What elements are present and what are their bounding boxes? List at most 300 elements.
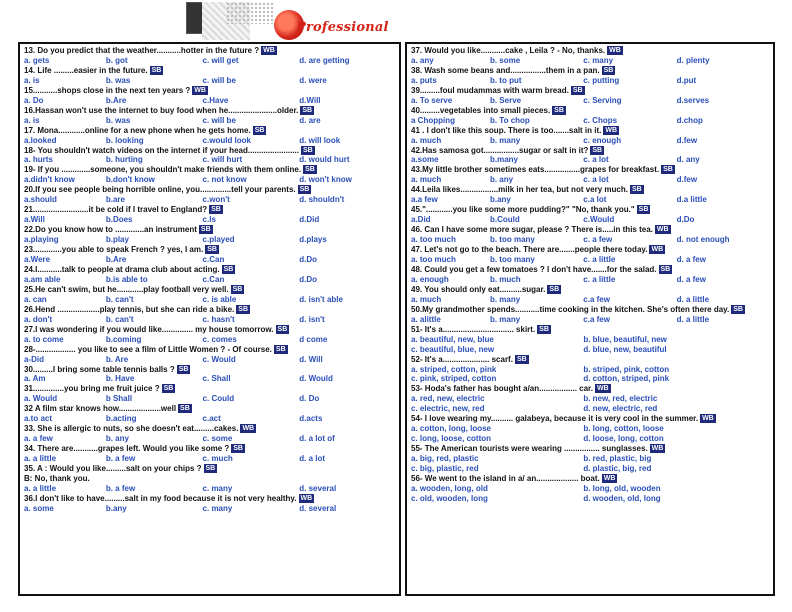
answer-option[interactable]: c. many [202, 503, 233, 513]
answer-options [24, 434, 396, 444]
answer-option[interactable]: c. a little [583, 255, 616, 265]
answer-option[interactable]: d.few [676, 175, 698, 185]
question-stem: 46. Can I have some more sugar, please ? There is.....in this tea. [411, 225, 653, 235]
answer-option[interactable]: a.a few [411, 195, 438, 205]
answer-option[interactable]: d. not enough [676, 235, 730, 245]
answer-option[interactable]: b. too many [489, 255, 535, 265]
answer-option[interactable]: a. a few [24, 434, 53, 444]
question-text [411, 245, 770, 255]
answer-option[interactable]: a. Am [24, 374, 46, 384]
answer-option[interactable]: c. many [202, 483, 233, 493]
answer-option[interactable]: c. will be [202, 115, 236, 125]
answer-option[interactable]: a. alittle [411, 314, 441, 324]
question-stem: 30.........I bring some table tennis balls ? [24, 364, 175, 374]
question-text [24, 106, 396, 116]
question-stem: 56- We went to the island in a/ an................... boat. [411, 473, 600, 483]
answer-option[interactable]: b. a few [105, 483, 136, 493]
answer-option[interactable]: b.is able to [105, 274, 148, 284]
answer-options [24, 116, 396, 126]
question-text [24, 325, 396, 335]
answer-option[interactable]: d. wooden, old, long [583, 493, 661, 503]
question-stem: 15...........shops close in the next ten years ? [24, 85, 191, 95]
question-text [24, 185, 396, 195]
answer-options [24, 56, 396, 66]
answer-options [411, 76, 770, 86]
answer-option[interactable]: b. too many [489, 235, 535, 245]
answer-option[interactable]: c. many [583, 55, 614, 65]
answer-option[interactable]: d.put [676, 75, 697, 85]
question-text [411, 305, 770, 315]
answer-option[interactable]: a. too much [411, 255, 456, 265]
source-badge: SB [200, 226, 211, 234]
answer-option[interactable]: a. big, red, plastic [411, 454, 479, 464]
answer-option[interactable]: c.played [202, 235, 235, 245]
question-text [24, 46, 396, 56]
answer-option[interactable]: d.Will [299, 95, 321, 105]
answer-option[interactable]: b. striped, pink, cotton [583, 364, 670, 374]
answer-option[interactable]: a.Were [24, 255, 51, 265]
source-badge: WB [596, 385, 609, 393]
right-question-column [405, 42, 775, 596]
answer-option[interactable]: b.any [489, 195, 511, 205]
answer-option[interactable]: a.looked [24, 135, 57, 145]
question-stem: 21.........................it be cold if I travel to England? [24, 205, 208, 215]
answer-option[interactable]: a. a little [24, 483, 57, 493]
answer-options [411, 215, 770, 225]
answer-option[interactable]: b. Serve [489, 95, 522, 105]
question-text [411, 165, 770, 175]
question-stem: 25.He can't swim, but he............play football very well. [24, 284, 229, 294]
question-text [24, 404, 396, 414]
answer-option[interactable]: a. much [411, 135, 442, 145]
answer-option[interactable]: c.won't [202, 195, 230, 205]
answer-option[interactable]: c. will be [202, 75, 236, 85]
answer-option[interactable]: d. Would [299, 374, 333, 384]
answer-option[interactable]: c. pink, striped, cotton [411, 374, 497, 384]
source-badge: SB [178, 365, 189, 373]
answer-option[interactable]: a. To serve [411, 95, 453, 105]
answer-option[interactable]: a. beautiful, new, blue [411, 334, 494, 344]
answer-option[interactable]: d. a few [676, 274, 706, 284]
source-badge: SB [254, 126, 265, 134]
answer-option[interactable]: c. a lot [583, 155, 609, 165]
question-text [24, 494, 396, 504]
source-badge: SB [603, 66, 614, 74]
answer-option[interactable]: a. too much [411, 235, 456, 245]
source-badge: SB [205, 465, 216, 473]
answer-option[interactable]: d.Do [299, 274, 318, 284]
source-badge: SB [232, 285, 243, 293]
answer-option[interactable]: c.act [202, 414, 221, 424]
answer-option[interactable]: a Chopping [411, 115, 455, 125]
answer-option[interactable]: c. some [202, 434, 233, 444]
answer-option[interactable]: d.Do [676, 215, 695, 225]
question-stem: 38. Wash some beans and................them in a pan. [411, 65, 600, 75]
question-text [24, 424, 396, 434]
answer-option[interactable]: d. would hurt [299, 155, 350, 165]
answer-option[interactable]: d. a little [676, 294, 710, 304]
answer-option[interactable]: b. Have [105, 374, 135, 384]
question-stem: 41 . I don't like this soup. There is too.......salt in it. [411, 125, 602, 135]
answer-options [24, 136, 396, 146]
answer-option[interactable]: a.am able [24, 274, 61, 284]
answer-option[interactable]: a.Did [411, 215, 431, 225]
question-text [411, 106, 770, 116]
question-text [411, 265, 770, 275]
answer-option[interactable]: a.some [411, 155, 439, 165]
answer-option[interactable]: d. any [676, 155, 700, 165]
left-question-column [18, 42, 401, 596]
source-badge: WB [194, 86, 206, 94]
answer-option[interactable]: b. many [489, 294, 521, 304]
answer-option[interactable]: d come [299, 334, 328, 344]
answer-option[interactable]: c. Could [202, 394, 235, 404]
answer-option[interactable]: b.acting [105, 414, 137, 424]
answer-option[interactable]: d. Do [299, 394, 320, 404]
question-stem: 16.Hassan won't use the internet to buy food when he......................older. [24, 105, 299, 115]
answer-option[interactable]: a. gets [24, 55, 50, 65]
answer-options [24, 76, 396, 86]
source-badge: SB [302, 106, 313, 114]
answer-option[interactable]: c.a lot [583, 195, 607, 205]
answer-option[interactable]: d. isn't able [299, 294, 343, 304]
answer-option[interactable]: c. Chops [583, 115, 618, 125]
answer-option[interactable]: a. Do [24, 95, 44, 105]
answer-option[interactable]: a.playing [24, 235, 59, 245]
answer-option[interactable]: b. was [105, 75, 131, 85]
answer-option[interactable]: a. much [411, 175, 442, 185]
question-text [411, 146, 770, 156]
answer-option[interactable]: d. were [299, 75, 327, 85]
answer-option[interactable]: b. long, cotton, loose [583, 424, 664, 434]
question-stem: 37. Would you like...........cake , Leila ? - No, thanks. [411, 46, 606, 55]
answer-option[interactable]: b. many [489, 314, 521, 324]
answer-option[interactable]: d.Do [299, 255, 318, 265]
source-badge: SB [233, 445, 243, 453]
answer-option[interactable]: b. any [489, 175, 514, 185]
answer-option[interactable]: a-Did [24, 354, 44, 364]
answer-option[interactable]: c.would look [202, 135, 251, 145]
answer-option[interactable]: c. comes [202, 334, 237, 344]
question-stem: 54- I love wearing my.......... galabeya, because it is very cool in the summer. [411, 414, 699, 424]
answer-option[interactable]: a. is [24, 115, 40, 125]
answer-option[interactable]: d. blue, new, beautiful [583, 344, 667, 354]
answer-options [24, 96, 396, 106]
answer-option[interactable]: c.Can [202, 274, 225, 284]
answer-option[interactable]: b. any [105, 434, 129, 444]
answer-options [24, 155, 396, 165]
answer-option[interactable]: a. can [24, 294, 47, 304]
answer-option[interactable]: b. new, red, electric [583, 394, 658, 404]
answer-options [411, 255, 770, 265]
source-badge: SB [211, 206, 221, 214]
answer-option[interactable]: a. some [24, 503, 54, 513]
answer-option[interactable]: a. Would [24, 394, 58, 404]
answer-option[interactable]: b.many [489, 155, 518, 165]
answer-option[interactable]: d. new, electric, red [583, 404, 658, 414]
question-text [24, 305, 396, 315]
answer-option[interactable]: d.few [676, 135, 698, 145]
answer-option[interactable]: a. cotton, long, loose [411, 424, 491, 434]
answer-option[interactable]: c.a few [583, 314, 610, 324]
answer-option[interactable]: b. a few [105, 454, 136, 464]
answer-options [24, 175, 396, 185]
answer-option[interactable]: c.a few [583, 294, 610, 304]
question-stem: 19- If you .............someone, you shouldn't make friends with them online. [24, 165, 302, 175]
answer-option[interactable]: b. many [489, 135, 521, 145]
source-badge: SB [163, 385, 174, 393]
answer-option[interactable]: b. hurting [105, 155, 143, 165]
answer-option[interactable]: a.Will [24, 215, 45, 225]
question-text [411, 66, 770, 76]
answer-option[interactable]: c. hasn't [202, 314, 235, 324]
answer-option[interactable]: d. plastic, big, red [583, 464, 652, 474]
answer-options [411, 484, 770, 504]
source-badge: WB [242, 425, 255, 433]
answer-option[interactable]: c. Would [202, 354, 236, 364]
logo-dot-pattern [226, 2, 274, 24]
answer-option[interactable]: c. old, wooden, long [411, 493, 488, 503]
answer-option[interactable]: c. much [202, 454, 233, 464]
question-stem: 44.Leila likes.................milk in her tea, but not very much. [411, 185, 628, 195]
answer-option[interactable]: d. a few [676, 255, 706, 265]
answer-option[interactable]: c. will get [202, 55, 239, 65]
answer-option[interactable]: c. Shall [202, 374, 231, 384]
answer-option[interactable]: b. red, plastic, big [583, 454, 652, 464]
answer-option[interactable]: c. a lot [583, 175, 609, 185]
answer-option[interactable]: d.Did [299, 215, 320, 225]
question-text [24, 384, 396, 394]
answer-option[interactable]: c. Serving [583, 95, 622, 105]
answer-option[interactable]: b. looking [105, 135, 144, 145]
answer-option[interactable]: b. Are [105, 354, 129, 364]
question-text [411, 325, 770, 335]
question-text [24, 165, 396, 175]
answer-option[interactable]: d.serves [676, 95, 710, 105]
answer-option[interactable]: a. striped, cotton, pink [411, 364, 497, 374]
question-text [411, 225, 770, 235]
source-badge: SB [277, 325, 288, 333]
answer-option[interactable]: d. won't know [299, 175, 352, 185]
answer-option[interactable]: b.don't know [105, 175, 155, 185]
question-text [411, 46, 770, 56]
answer-options [411, 424, 770, 444]
answer-option[interactable]: d. a lot of [299, 434, 335, 444]
answer-option[interactable]: d. are [299, 115, 321, 125]
source-badge: WB [263, 47, 275, 54]
answer-option[interactable]: b. some [489, 55, 521, 65]
answer-option[interactable]: c. long, loose, cotton [411, 434, 491, 444]
answer-options [24, 504, 396, 514]
answer-option[interactable]: c. putting [583, 75, 620, 85]
answer-option[interactable]: b.Are [105, 255, 127, 265]
source-badge: WB [656, 226, 669, 234]
answer-option[interactable]: c. a few [583, 235, 613, 245]
source-badge: WB [605, 126, 618, 134]
answer-option[interactable]: b.are [105, 195, 125, 205]
question-text [411, 285, 770, 295]
answer-options [24, 195, 396, 205]
answer-option[interactable]: b.any [105, 503, 127, 513]
question-text [24, 474, 396, 484]
question-text [411, 185, 770, 195]
answer-options [411, 394, 770, 414]
answer-option[interactable]: b. can't [105, 294, 134, 304]
question-stem: 33. She is allergic to nuts, so she doesn't eat.........cakes. [24, 424, 239, 434]
answer-option[interactable]: d. isn't [299, 314, 325, 324]
question-text [411, 414, 770, 424]
answer-options [24, 335, 396, 345]
answer-option[interactable]: b. To chop [489, 115, 530, 125]
answer-option[interactable]: a. is [24, 75, 40, 85]
answer-option[interactable]: d.a little [676, 195, 707, 205]
answer-option[interactable]: c. is able [202, 294, 237, 304]
question-stem: 55- The American tourists were wearing ................ sunglasses. [411, 444, 648, 454]
question-stem: 50.My grandmother spends...........time cooking in the kitchen. She's often there day. [411, 304, 730, 314]
question-stem: 23.............you able to speak French ? yes, I am. [24, 245, 204, 255]
question-text [24, 285, 396, 295]
answer-option[interactable]: b. to put [489, 75, 522, 85]
question-stem: 18- You shouldn't watch videos on the internet if your head....................... [24, 145, 299, 155]
source-badge: WB [300, 494, 313, 502]
answer-option[interactable]: d. shouldn't [299, 195, 345, 205]
answer-option[interactable]: b.Could [489, 215, 520, 225]
question-stem: 34. There are...........grapes left. Would you like some ? [24, 444, 230, 454]
source-badge: SB [572, 86, 583, 94]
question-stem: 43.My little brother sometimes eats................grapes for breakfast. [411, 165, 660, 175]
answer-option[interactable]: b.play [105, 235, 129, 245]
answer-option[interactable]: a.should [24, 195, 57, 205]
answer-option[interactable]: c.Have [202, 95, 229, 105]
question-stem: 45."............you like some more pudding?" "No, thank you." [411, 205, 635, 215]
answer-option[interactable]: d.chop [676, 115, 703, 125]
answer-option[interactable]: c.Is [202, 215, 216, 225]
source-badge: SB [516, 355, 527, 363]
source-badge: SB [554, 106, 564, 114]
question-stem: 26.Hend ...................play tennis, but she can ride a bike. [24, 304, 235, 314]
answer-option[interactable]: d.acts [299, 414, 323, 424]
answer-option[interactable]: a.to act [24, 414, 53, 424]
answer-options [24, 484, 396, 494]
answer-options [24, 394, 396, 404]
answer-option[interactable]: b Shall [105, 394, 133, 404]
question-stem: 35. A : Would you like.........salt on your chips ? [24, 464, 202, 474]
source-badge: SB [638, 206, 649, 214]
question-stem: 47. Let's not go to the beach. There are.......people there today. [411, 245, 648, 255]
answer-option[interactable]: b. long, old, wooden [583, 483, 661, 493]
answer-option[interactable]: b. blue, beautiful, new [583, 334, 667, 344]
answer-option[interactable]: d. will look [299, 135, 341, 145]
source-badge: SB [305, 166, 315, 174]
question-stem: 14. Life .........easier in the future. [24, 65, 148, 75]
answer-option[interactable]: d. a lot [299, 454, 326, 464]
answer-option[interactable]: a. a little [24, 454, 57, 464]
source-badge: SB [660, 265, 671, 273]
answer-option[interactable]: c. enough [583, 135, 622, 145]
question-text [411, 444, 770, 454]
answer-options [24, 454, 396, 464]
answer-option[interactable]: c. electric, new, red [411, 404, 485, 414]
answer-options [411, 315, 770, 325]
question-stem: 40.........vegetables into small pieces. [411, 105, 551, 115]
answer-option[interactable]: a. puts [411, 75, 437, 85]
answer-option[interactable]: b.Are [105, 95, 127, 105]
answer-option[interactable]: a. don't [24, 314, 53, 324]
question-text [411, 205, 770, 215]
source-badge: SB [207, 246, 217, 254]
answer-option[interactable]: b. was [105, 115, 131, 125]
answer-option[interactable]: c. not know [202, 175, 247, 185]
answer-option[interactable]: a. enough [411, 274, 449, 284]
answer-option[interactable]: b. got [105, 55, 128, 65]
answer-option[interactable]: b.Does [105, 215, 133, 225]
answer-option[interactable]: b. can't [105, 314, 134, 324]
answer-option[interactable]: c. beautiful, blue, new [411, 344, 495, 354]
question-text [24, 66, 396, 76]
answer-option[interactable]: c. a little [583, 274, 616, 284]
question-stem: 28-.................. you like to see a film of Little Women ? - Of course. [24, 344, 272, 354]
answer-options [411, 116, 770, 126]
answer-option[interactable]: d. several [299, 503, 337, 513]
question-text [24, 205, 396, 215]
source-badge: WB [609, 47, 621, 54]
answer-option[interactable]: d. several [299, 483, 337, 493]
answer-option[interactable]: b.coming [105, 334, 142, 344]
question-stem: 24.I...........talk to people at drama club about acting. [24, 264, 220, 274]
source-badge: SB [663, 166, 673, 174]
question-text [24, 345, 396, 355]
source-badge: SB [238, 305, 249, 313]
answer-option[interactable]: d. Will [299, 354, 323, 364]
answer-options [411, 335, 770, 355]
question-stem: 48. Could you get a few tomatoes ? I don't have.......for the salad. [411, 264, 657, 274]
answer-option[interactable]: a. hurts [24, 155, 53, 165]
question-stem: 42.Has samosa got................sugar or salt in it? [411, 145, 589, 155]
answer-option[interactable]: a.didn't know [24, 175, 75, 185]
source-badge: SB [539, 325, 549, 333]
answer-option[interactable]: a. any [411, 55, 434, 65]
answer-option[interactable]: a. red, new, electric [411, 394, 485, 404]
question-text [24, 265, 396, 275]
question-text [411, 384, 770, 394]
answer-option[interactable]: d. are getting [299, 55, 350, 65]
answer-option[interactable]: d. cotton, striped, pink [583, 374, 670, 384]
answer-option[interactable]: d. a little [676, 314, 710, 324]
answer-option[interactable]: c. will hurt [202, 155, 243, 165]
question-text [411, 355, 770, 365]
question-stem: 53- Hoda's father has bought a/an................. car. [411, 384, 593, 394]
answer-option[interactable]: a. much [411, 294, 442, 304]
answer-option[interactable]: a. wooden, long, old [411, 483, 488, 493]
question-stem: 20.If you see people being horrible online, you..............tell your parents. [24, 185, 296, 195]
question-text [24, 444, 396, 454]
answer-option[interactable]: c.Would [583, 215, 615, 225]
question-text [411, 86, 770, 96]
answer-option[interactable]: b. much [489, 274, 521, 284]
answer-option[interactable]: d. loose, long, cotton [583, 434, 664, 444]
answer-options [24, 295, 396, 305]
answer-option[interactable]: c.Can [202, 255, 225, 265]
question-text [24, 126, 396, 136]
answer-option[interactable]: d.plays [299, 235, 327, 245]
answer-option[interactable]: a. to come [24, 334, 64, 344]
answer-options [24, 315, 396, 325]
source-badge: SB [592, 146, 603, 154]
source-badge: WB [603, 474, 616, 482]
answer-option[interactable]: d. plenty [676, 55, 710, 65]
source-badge: WB [651, 246, 664, 254]
answer-option[interactable]: c. big, plastic, red [411, 464, 479, 474]
